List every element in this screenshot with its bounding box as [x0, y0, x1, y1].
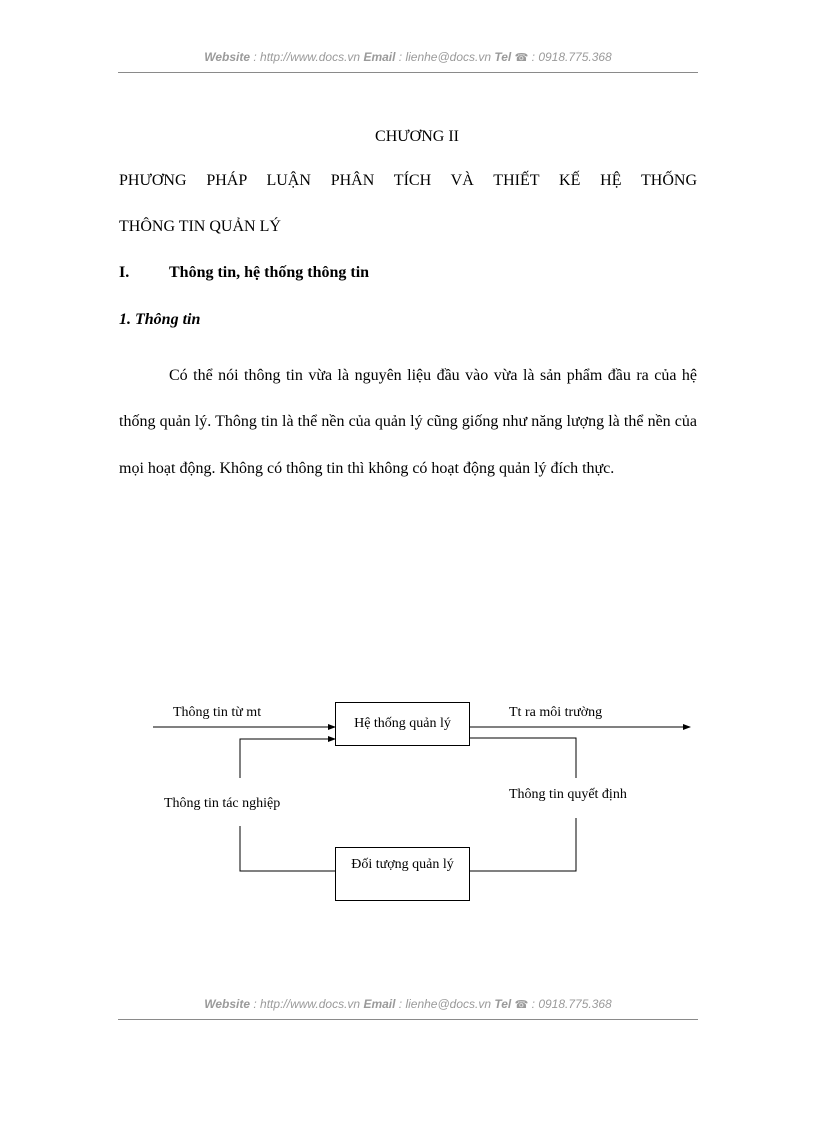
decision-line-top — [470, 738, 576, 778]
website-label: Website — [204, 997, 251, 1011]
email-label: Email — [363, 50, 396, 64]
feedback-arrow-top — [240, 739, 335, 778]
website-label: Website — [204, 50, 251, 64]
page-header — [118, 50, 698, 73]
page-footer — [118, 997, 698, 1020]
website-url[interactable]: : http://www.docs.vn — [250, 50, 364, 64]
chapter-title-line2: THÔNG TIN QUẢN LÝ — [119, 218, 281, 235]
phone-icon: ☎ — [514, 999, 529, 1011]
operational-info-label: Thông tin tác nghiệp — [164, 796, 281, 811]
section-number: I. — [119, 264, 130, 281]
section-heading — [119, 264, 369, 282]
tel-value: : 0918.775.368 — [528, 997, 612, 1011]
phone-icon: ☎ — [514, 52, 529, 64]
decision-info-label: Thông tin quyết định — [509, 787, 627, 802]
chapter-number: CHƯƠNG II — [375, 128, 459, 145]
managed-object-box: Đối tượng quản lý — [335, 847, 470, 901]
output-label: Tt ra môi trường — [509, 705, 603, 720]
email-value[interactable]: : lienhe@docs.vn — [395, 997, 495, 1011]
feedback-line-bottom — [240, 826, 335, 871]
input-label: Thông tin từ mt — [173, 705, 262, 720]
tel-label: Tel — [494, 50, 512, 64]
section-title: Thông tin, hệ thống thông tin — [169, 264, 370, 281]
email-label: Email — [363, 997, 396, 1011]
decision-line-bottom — [470, 818, 576, 871]
email-value[interactable]: : lienhe@docs.vn — [395, 50, 495, 64]
chapter-title-line1: PHƯƠNG PHÁP LUẬN PHÂN TÍCH VÀ THIẾT KẾ HỆ THỐNG — [119, 172, 697, 189]
website-url[interactable]: : http://www.docs.vn — [250, 997, 364, 1011]
subsection-heading: 1. Thông tin — [119, 311, 201, 328]
management-system-box: Hệ thống quản lý — [335, 702, 470, 746]
tel-label: Tel — [494, 997, 512, 1011]
body-paragraph: Có thể nói thông tin vừa là nguyên liệu đầu vào vừa là sản phẩm đầu ra của hệ thống quản lý. Thông tin là thể nền của quản lý cũng giống như năng lượng là thể nền của mọi hoạt động. Không có thông tin thì không có hoạt động quản lý đích thực. — [119, 367, 697, 477]
tel-value: : 0918.775.368 — [528, 50, 612, 64]
